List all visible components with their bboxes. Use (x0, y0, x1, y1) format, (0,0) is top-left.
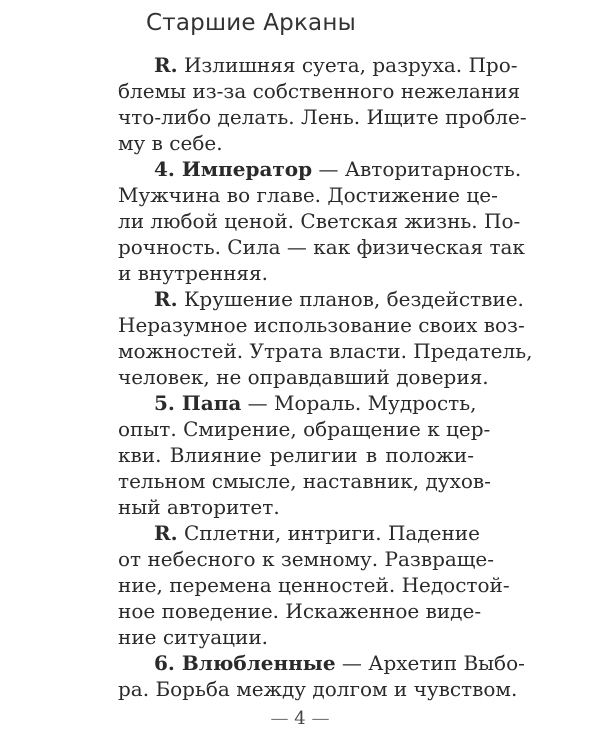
text-line: ние, перемена ценностей. Недостой- (118, 573, 510, 597)
page-footer (0, 708, 600, 729)
text-line: ный авторитет. (118, 495, 280, 519)
page-header-title: Старшие Арканы (146, 10, 356, 36)
text-line: ние ситуации. (118, 625, 269, 649)
text-line: можностей. Утрата власти. Предатель, (118, 339, 533, 363)
text-line (118, 390, 477, 416)
text-line (118, 650, 525, 676)
line-text: Сплетни, интриги. Падение (177, 521, 480, 545)
arcana-title: 4. Император (154, 157, 313, 181)
reversed-label: R. (154, 521, 178, 545)
text-line: Мужчина во главе. Достижение це- (118, 183, 498, 207)
text-line: что-либо делать. Лень. Ищите пробле- (118, 105, 527, 129)
text-line: блемы из-за собственного нежелания (118, 79, 521, 103)
text-line: человек, не оправдавший доверия. (118, 365, 489, 389)
text-line (118, 520, 480, 546)
text-line (118, 156, 522, 182)
line-text: — Архетип Выбо- (335, 651, 525, 675)
text-line: тельном смысле, наставник, духов- (118, 469, 491, 493)
arcana-title: 6. Влюбленные (154, 651, 336, 675)
page-number: 4 (294, 708, 306, 729)
text-line: ное поведение. Искаженное виде- (118, 599, 482, 623)
footer-dash-left: — (270, 708, 289, 729)
arcana-title: 5. Папа (154, 391, 242, 415)
text-line: Неразумное использование своих воз- (118, 313, 525, 337)
text-line: от небесного к земному. Развраще- (118, 547, 494, 571)
text-line: и внутренняя. (118, 261, 268, 285)
text-line: кви. Влияние религии в положи- (118, 443, 474, 467)
text-line: ра. Борьба между долгом и чувством. (118, 677, 518, 701)
text-line (118, 286, 524, 312)
text-line: рочность. Сила — как физическая так (118, 235, 525, 259)
reversed-label: R. (154, 287, 178, 311)
reversed-label: R. (154, 53, 178, 77)
line-text: Излишняя суета, разруха. Про- (177, 53, 518, 77)
line-text: Крушение планов, бездействие. (177, 287, 524, 311)
text-line (118, 52, 518, 78)
line-text: — Авторитарность. (312, 157, 522, 181)
text-line: ли любой ценой. Светская жизнь. По- (118, 209, 521, 233)
footer-dash-right: — (311, 708, 330, 729)
line-text: — Мораль. Мудрость, (241, 391, 477, 415)
text-line: опыт. Смирение, обращение к цер- (118, 417, 491, 441)
text-line: му в себе. (118, 131, 223, 155)
